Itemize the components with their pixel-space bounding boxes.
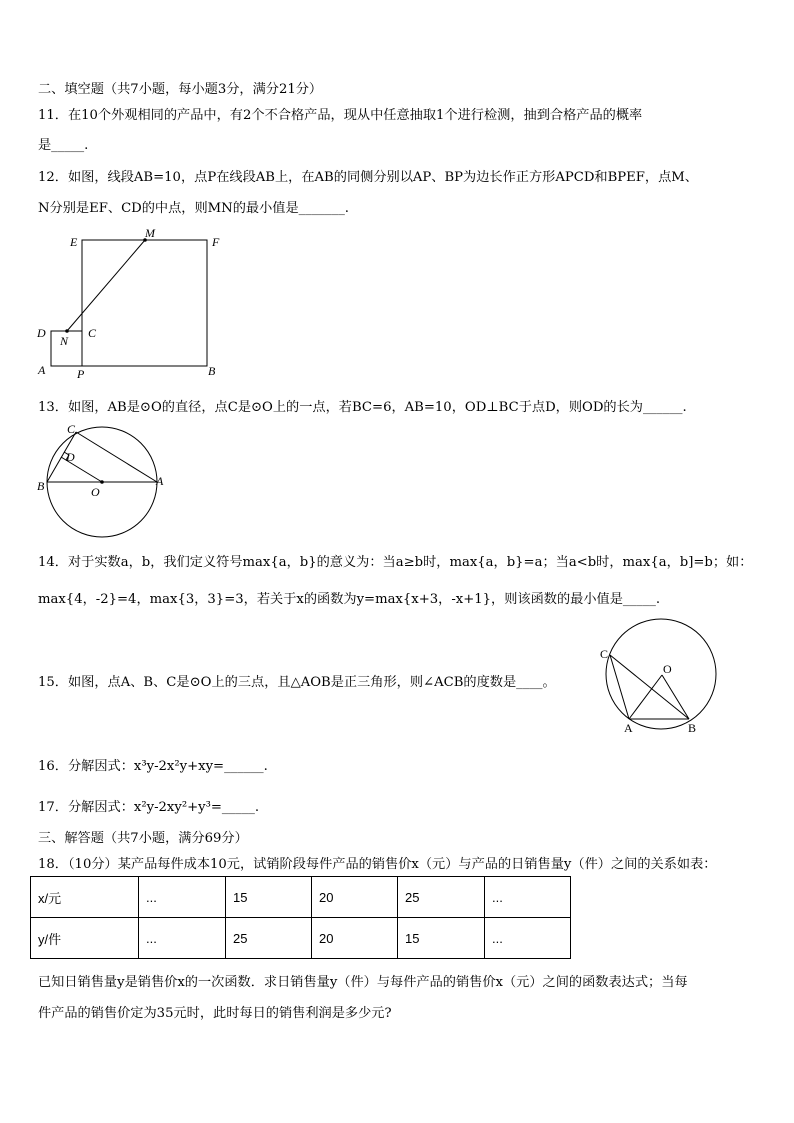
question-11-line-1: 11．在10个外观相同的产品中，有2个不合格产品，现从中任意抽取1个进行检测，抽到合格产品的概率	[38, 108, 643, 123]
label-E: E	[70, 235, 78, 249]
label-C: C	[67, 422, 76, 436]
question-14-line-1: 14．对于实数a，b，我们定义符号max{a，b}的意义为：当a≥b时，max{a，b}=a；当a<b时，max{a，b]=b；如：	[38, 555, 753, 570]
question-14-line-2: max{4，-2}=4，max{3，3}=3，若关于x的函数为y=max{x+3，-x+1}，则该函数的最小值是_____.	[38, 592, 661, 607]
table-cell: 15	[226, 877, 312, 918]
label-B: B	[208, 364, 216, 378]
label-A: A	[624, 721, 633, 735]
table-cell: 15	[398, 918, 485, 959]
price-sales-table	[30, 876, 571, 959]
label-D: D	[37, 326, 46, 340]
table-cell: ...	[485, 918, 571, 959]
table-cell: 20	[312, 918, 398, 959]
question-17-text: 17．分解因式：x²y-2xy²+y³=_____.	[38, 800, 260, 815]
label-N: N	[60, 334, 69, 348]
label-M: M	[145, 226, 155, 240]
question-16-text: 16．分解因式：x³y-2x²y+xy=______.	[38, 759, 268, 774]
question-15-text: 15．如图，点A、B、C是⊙O上的三点，且△AOB是正三角形，则∠ACB的度数是____。	[38, 675, 556, 690]
question-12-line-2: N分别是EF、CD的中点，则MN的最小值是_______.	[38, 201, 349, 216]
table-cell: ...	[139, 918, 226, 959]
question-18-line-1: 已知日销售量y是销售价x的一次函数．求日销售量y（件）与每件产品的销售价x（元）之间的函数表达式；当每	[38, 975, 688, 990]
table-cell: x/元	[31, 877, 139, 918]
table-row	[31, 877, 571, 918]
question-18-intro: 18．（10分）某产品每件成本10元，试销阶段每件产品的销售价x（元）与产品的日销售量y（件）之间的关系如表：	[38, 857, 717, 872]
label-B: B	[688, 721, 697, 735]
question-12-line-1: 12．如图，线段AB=10，点P在线段AB上，在AB的同侧分别以AP、BP为边长作正方形APCD和BPEF，点M、	[38, 170, 698, 185]
label-D: D	[66, 450, 75, 464]
question-13-figure	[32, 418, 177, 543]
table-cell: 25	[226, 918, 312, 959]
label-C: C	[88, 326, 97, 340]
question-18-line-2: 件产品的销售价定为35元时，此时每日的销售利润是多少元?	[38, 1006, 392, 1021]
table-cell: ...	[139, 877, 226, 918]
label-F: F	[212, 235, 220, 249]
question-12-figure	[30, 225, 230, 385]
section-heading-solutions: 三、解答题（共7小题，满分69分）	[38, 831, 248, 846]
label-A: A	[156, 474, 164, 488]
question-13-text: 13．如图，AB是⊙O的直径，点C是⊙O上的一点，若BC=6，AB=10，OD⊥BC于点D，则OD的长为______.	[38, 400, 687, 415]
table-cell: ...	[485, 877, 571, 918]
table-cell: y/件	[31, 918, 139, 959]
label-B: B	[37, 479, 45, 493]
question-11-line-2: 是_____.	[38, 138, 89, 153]
label-P: P	[77, 367, 85, 381]
table-cell: 25	[398, 877, 485, 918]
label-O: O	[91, 485, 100, 499]
table-cell: 20	[312, 877, 398, 918]
label-O: O	[663, 662, 672, 676]
section-heading-fill-in: 二、填空题（共7小题，每小题3分，满分21分）	[38, 82, 323, 97]
label-C: C	[600, 647, 609, 661]
label-A: A	[38, 363, 46, 377]
table-row	[31, 918, 571, 959]
question-15-figure	[595, 618, 730, 738]
